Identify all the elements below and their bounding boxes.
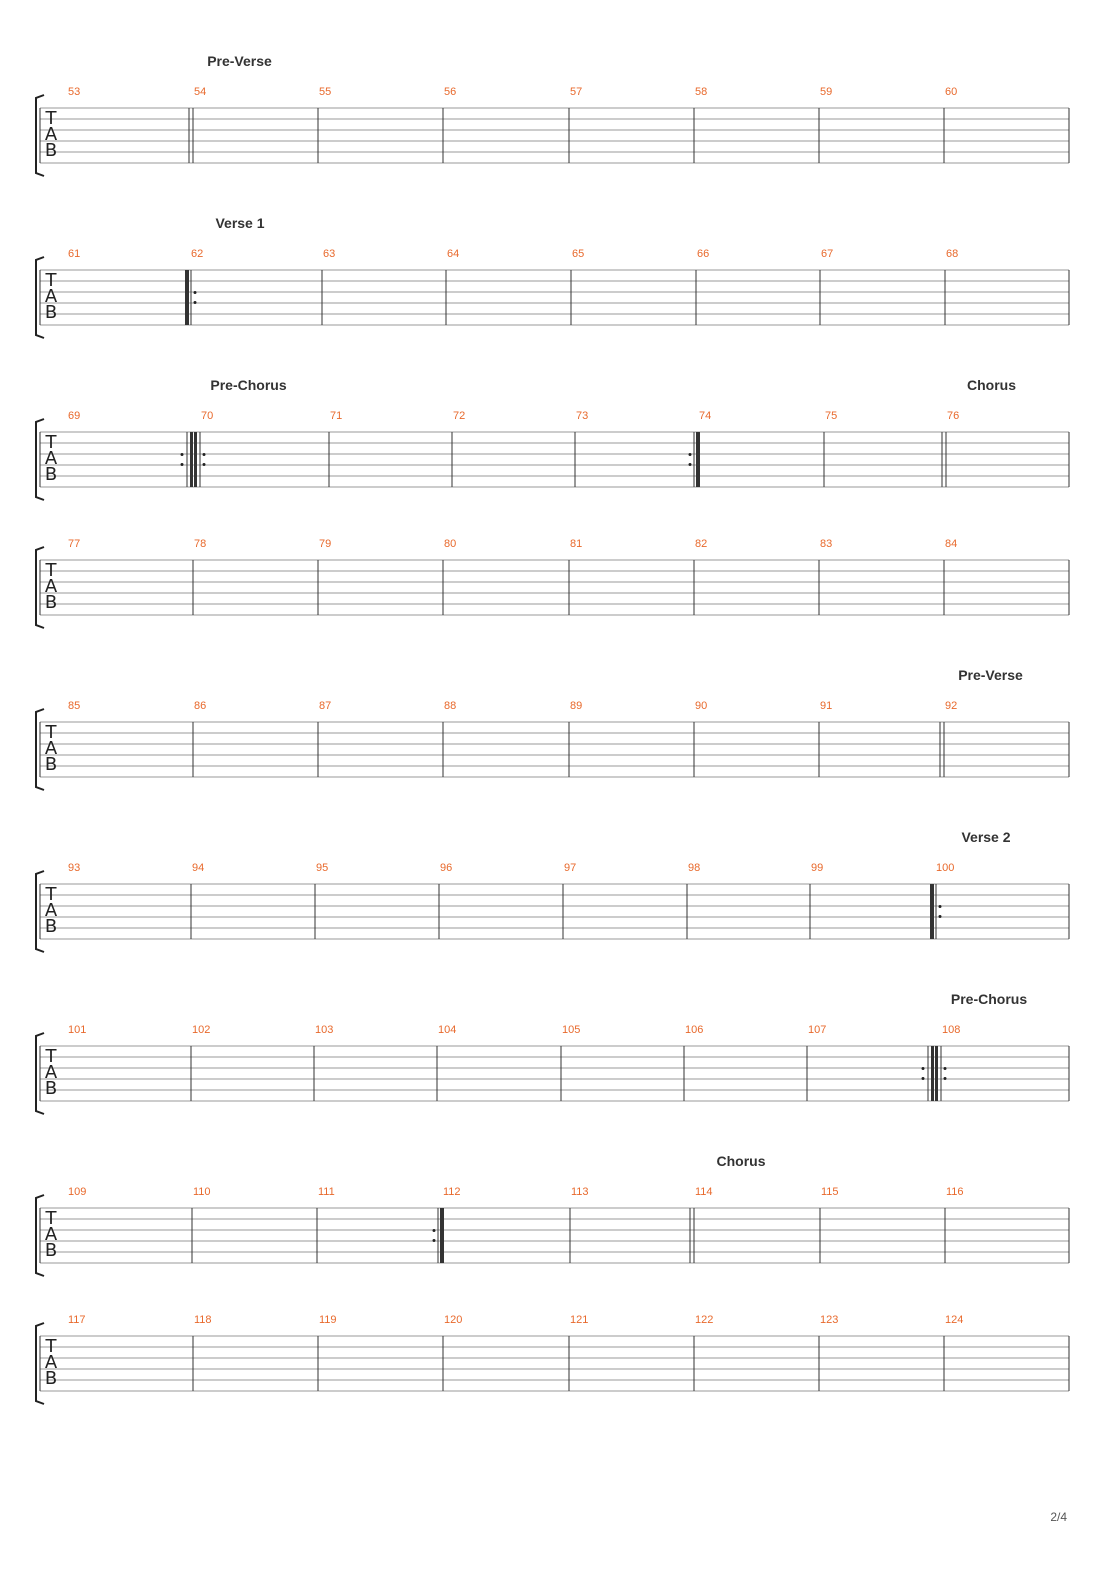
measure-number: 82 [695, 538, 708, 550]
repeat-dot [939, 905, 942, 908]
tab-system [36, 53, 1069, 176]
section-label: Verse 1 [215, 215, 265, 231]
measure-number: 113 [571, 1186, 589, 1198]
measure-number: 99 [811, 862, 824, 874]
tab-clef-letter: A [44, 124, 58, 145]
measure-number: 123 [820, 1314, 839, 1326]
measure-number: 93 [68, 862, 81, 874]
tab-clef-letter: T [45, 1046, 57, 1067]
measure-number: 111 [318, 1186, 335, 1198]
measure-number: 76 [947, 410, 960, 422]
measure-number: 74 [699, 410, 712, 422]
measure-number: 102 [192, 1024, 211, 1036]
tab-system [36, 538, 1069, 628]
repeat-dot [181, 463, 184, 466]
measure-number: 77 [68, 538, 81, 550]
section-label: Chorus [967, 377, 1016, 393]
measure-number: 54 [194, 86, 207, 98]
tab-system [36, 667, 1069, 790]
repeat-dot [194, 291, 197, 294]
tab-clef-letter: A [44, 900, 58, 921]
tab-clef-letter: B [44, 754, 58, 775]
tab-clef-letter: A [44, 576, 58, 597]
measure-number: 79 [319, 538, 332, 550]
measure-number: 67 [821, 248, 834, 260]
section-label: Chorus [716, 1153, 766, 1169]
section-label: Pre-Verse [958, 667, 1023, 683]
tab-system [36, 991, 1069, 1114]
measure-number: 90 [695, 700, 708, 712]
measure-number: 89 [570, 700, 583, 712]
measure-number: 55 [319, 86, 332, 98]
measure-number: 64 [447, 248, 460, 260]
measure-number: 53 [68, 86, 81, 98]
tab-clef-letter: T [45, 884, 57, 905]
repeat-start-thick-bar [185, 270, 189, 325]
repeat-dot [194, 301, 197, 304]
measure-number: 105 [562, 1024, 581, 1036]
measure-number: 85 [68, 700, 81, 712]
measure-number: 94 [192, 862, 205, 874]
measure-number: 63 [323, 248, 336, 260]
tab-clef-letter: B [44, 1078, 58, 1099]
measure-number: 71 [330, 410, 343, 422]
repeat-both-thick-bar [194, 432, 197, 487]
measure-number: 95 [316, 862, 329, 874]
measure-number: 118 [194, 1314, 212, 1326]
repeat-dot [922, 1067, 925, 1070]
measure-number: 75 [825, 410, 838, 422]
tab-clef-letter: A [44, 738, 58, 759]
repeat-dot [689, 463, 692, 466]
tab-clef-letter: T [45, 560, 57, 581]
measure-number: 110 [193, 1186, 211, 1198]
measure-number: 122 [695, 1314, 714, 1326]
repeat-dot [203, 453, 206, 456]
tab-clef-letter: B [44, 140, 58, 161]
repeat-dot [433, 1239, 436, 1242]
measure-number: 70 [201, 410, 214, 422]
measure-number: 98 [688, 862, 701, 874]
measure-number: 86 [194, 700, 207, 712]
repeat-dot [922, 1077, 925, 1080]
tab-clef-letter: A [44, 286, 58, 307]
measure-number: 58 [695, 86, 708, 98]
tab-system [36, 1153, 1069, 1276]
tab-clef-letter: A [44, 1352, 58, 1373]
tab-clef-letter: A [44, 1224, 58, 1245]
tab-system [36, 1314, 1069, 1404]
measure-number: 109 [68, 1186, 87, 1198]
measure-number: 104 [438, 1024, 457, 1036]
repeat-dot [944, 1067, 947, 1070]
repeat-start-thick-bar [930, 884, 934, 939]
measure-number: 88 [444, 700, 457, 712]
measure-number: 59 [820, 86, 833, 98]
tab-clef-letter: T [45, 1208, 57, 1229]
tab-clef-letter: T [45, 1336, 57, 1357]
tab-clef-letter: B [44, 1240, 58, 1261]
repeat-end-thick-bar [696, 432, 700, 487]
measure-number: 62 [191, 248, 204, 260]
measure-number: 119 [319, 1314, 337, 1326]
tab-clef-letter: T [45, 270, 57, 291]
measure-number: 87 [319, 700, 332, 712]
tab-clef-letter: B [44, 464, 58, 485]
measure-number: 116 [946, 1186, 964, 1198]
page-number: 2/4 [1050, 1510, 1067, 1524]
measure-number: 106 [685, 1024, 704, 1036]
measure-number: 92 [945, 700, 958, 712]
repeat-both-thick-bar [935, 1046, 938, 1101]
measure-number: 56 [444, 86, 457, 98]
repeat-both-thick-bar [190, 432, 193, 487]
measure-number: 81 [570, 538, 583, 550]
tab-clef-letter: T [45, 432, 57, 453]
measure-number: 108 [942, 1024, 961, 1036]
repeat-dot [939, 915, 942, 918]
repeat-end-thick-bar [440, 1208, 444, 1263]
measure-number: 83 [820, 538, 833, 550]
measure-number: 97 [564, 862, 577, 874]
tab-clef-letter: A [44, 1062, 58, 1083]
measure-number: 120 [444, 1314, 463, 1326]
measure-number: 100 [936, 862, 955, 874]
measure-number: 65 [572, 248, 585, 260]
measure-number: 124 [945, 1314, 964, 1326]
tab-clef-letter: T [45, 722, 57, 743]
tab-system [36, 829, 1069, 952]
section-label: Pre-Chorus [210, 377, 287, 393]
tab-clef-letter: T [45, 108, 57, 129]
measure-number: 114 [695, 1186, 713, 1198]
repeat-dot [433, 1229, 436, 1232]
measure-number: 107 [808, 1024, 827, 1036]
measure-number: 101 [68, 1024, 87, 1036]
measure-number: 117 [68, 1314, 86, 1326]
tab-system [36, 377, 1069, 500]
repeat-dot [181, 453, 184, 456]
repeat-both-thick-bar [931, 1046, 934, 1101]
measure-number: 121 [570, 1314, 589, 1326]
measure-number: 73 [576, 410, 589, 422]
measure-number: 112 [443, 1186, 461, 1198]
measure-number: 57 [570, 86, 583, 98]
measure-number: 66 [697, 248, 710, 260]
tab-clef-letter: B [44, 916, 58, 937]
section-label: Verse 2 [961, 829, 1011, 845]
tab-system [36, 215, 1069, 338]
repeat-dot [944, 1077, 947, 1080]
measure-number: 84 [945, 538, 958, 550]
measure-number: 78 [194, 538, 207, 550]
tab-clef-letter: B [44, 1368, 58, 1389]
measure-number: 115 [821, 1186, 839, 1198]
tab-clef-letter: A [44, 448, 58, 469]
tab-clef-letter: B [44, 302, 58, 323]
measure-number: 91 [820, 700, 833, 712]
tab-clef-letter: B [44, 592, 58, 613]
measure-number: 72 [453, 410, 466, 422]
section-label: Pre-Chorus [950, 991, 1028, 1007]
section-label: Pre-Verse [207, 53, 272, 69]
measure-number: 68 [946, 248, 959, 260]
measure-number: 60 [945, 86, 958, 98]
measure-number: 69 [68, 410, 81, 422]
measure-number: 80 [444, 538, 457, 550]
measure-number: 96 [440, 862, 453, 874]
repeat-dot [689, 453, 692, 456]
measure-number: 61 [68, 248, 81, 260]
repeat-dot [203, 463, 206, 466]
measure-number: 103 [315, 1024, 334, 1036]
